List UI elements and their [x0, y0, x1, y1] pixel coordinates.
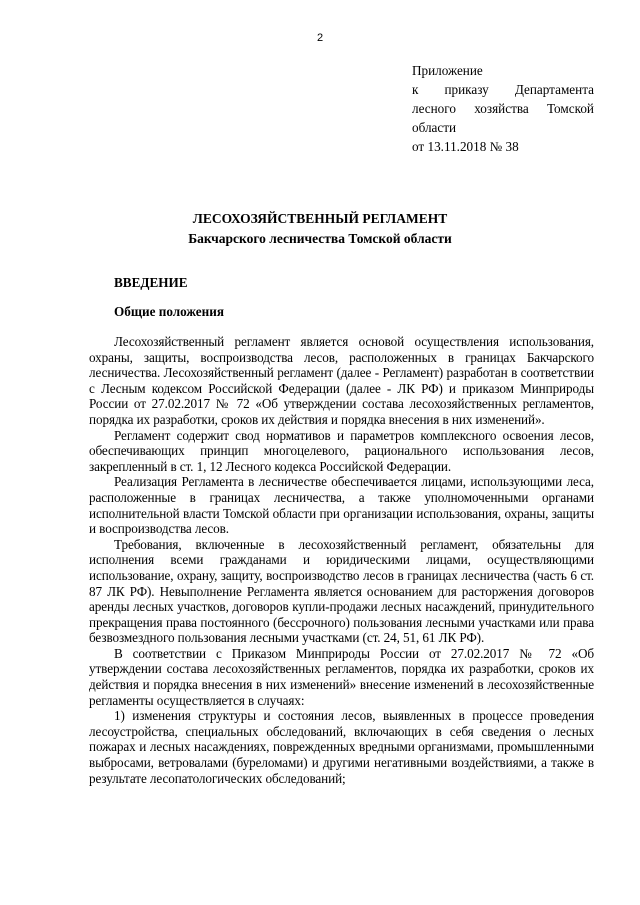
appendix-date-line: от 13.11.2018 № 38: [412, 139, 519, 154]
body-text: [89, 334, 594, 786]
appendix-line: области: [412, 120, 457, 135]
appendix-line: Приложение: [412, 63, 483, 78]
appendix-line: лесного хозяйства Томской: [412, 101, 594, 116]
paragraph: В соответствии с Приказом Минприроды России от 27.02.2017 № 72 «Об утверждении состава лесохозяйственных регламентов, порядка их разработки, сроков их действия и порядка внесения в них изменений» внесение изменений в лесохозяйственные регламенты осуществляется в случаях:: [89, 645, 594, 708]
appendix-block: [412, 61, 594, 156]
title-subtitle: Бакчарского лесничества Томской области: [188, 231, 452, 246]
subsection-heading: Общие положения: [114, 304, 224, 319]
appendix-line: к приказу Департамента: [412, 82, 594, 97]
section-heading: ВВЕДЕНИЕ: [114, 275, 188, 290]
paragraph: Требования, включенные в лесохозяйственный регламент, обязательны для исполнения всеми гражданами и юридическими лицами, осуществляющими использование, охрану, защиту, воспроизводство лесов в границах лесничества (часть 6 ст. 87 ЛК РФ). Невыполнение Регламента является основанием для расторжения договоров аренды лесных участков, договоров купли-продажи лесных насаждений, принудительного прекращения права постоянного (бессрочного) пользования лесными участками или права безвозмездного пользования лесными участками (ст. 24, 51, 61 ЛК РФ).: [89, 536, 594, 646]
page-number: 2: [316, 32, 324, 44]
paragraph: Лесохозяйственный регламент является основой осуществления использования, охраны, защиты, воспроизводства лесов, расположенных в границах Бакчарского лесничества. Лесохозяйственный регламент (далее - Регламент) разработан в соответствии с Лесным кодексом Российской Федерации (далее - ЛК РФ) и приказом Минприроды России от 27.02.2017 № 72 «Об утверждении состава лесохозяйственных регламентов, порядка их разработки, сроков их действия и порядка внесения в них изменений».: [89, 334, 594, 427]
paragraph: Реализация Регламента в лесничестве обеспечивается лицами, использующими леса, расположенные в границах лесничества, а также уполномоченными органами исполнительной власти Томской области при организации использования, охраны, защиты и воспроизводства лесов.: [89, 474, 594, 537]
title-main: ЛЕСОХОЗЯЙСТВЕННЫЙ РЕГЛАМЕНТ: [192, 211, 448, 226]
document-title: [0, 209, 640, 249]
paragraph: Регламент содержит свод нормативов и параметров комплексного освоения лесов, обеспечивающих принцип многоцелевого, рационального использования лесов, закрепленный в ст. 1, 12 Лесного кодекса Российской Федерации.: [89, 427, 594, 474]
paragraph: 1) изменения структуры и состояния лесов, выявленных в процессе проведения лесоустройства, специальных обследований, включающих в себя сведения о лесных пожарах и лесных насаждениях, поврежденных вредными организмами, промышленными выбросами, ветровалами (буреломами) и другими негативными воздействиями, а также в результате лесопатологических обследований;: [89, 708, 594, 786]
